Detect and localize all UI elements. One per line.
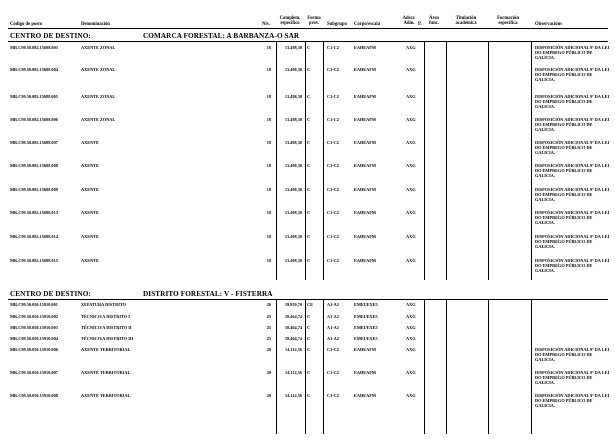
cell-obs: DISPOSICIÓN ADICIONAL 9ª DA LEI DO EMPREGO PÚBLICO DE GALICIA. [535, 94, 610, 109]
cell-subgrupo: C1-C2 [327, 347, 339, 352]
cell-subgrupo: C1-C2 [327, 94, 339, 99]
cell-nivel: 25 [266, 336, 271, 341]
cell-adm: AXG [406, 163, 416, 168]
cell-forma: C [307, 234, 311, 239]
cell-forma: C [307, 325, 311, 330]
column-line [424, 42, 425, 280]
cell-code: MR.C99.50.082.15688.007 [10, 140, 58, 145]
cell-comp: 13.498,30 [284, 163, 302, 168]
cell-forma: C [307, 187, 311, 192]
cell-nivel: 26 [266, 302, 271, 307]
cell-obs: DISPOSICIÓN ADICIONAL 9ª DA LEI DO EMPREGO PÚBLICO DE GALICIA. [535, 370, 610, 385]
cell-subgrupo: A1-A2 [327, 302, 339, 307]
cell-corpo: EMEI/EXE5 [354, 325, 378, 330]
header-denominacion: Denominación [81, 22, 110, 27]
cell-comp: 13.498,30 [284, 234, 302, 239]
cell-comp: 13.498,30 [284, 210, 302, 215]
cell-corpo: EAHEAFM [354, 187, 376, 192]
column-line [323, 42, 324, 280]
cell-denom: AXENTE [81, 140, 99, 145]
cell-subgrupo: C1-C2 [327, 117, 339, 122]
cell-subgrupo: C1-C2 [327, 163, 339, 168]
cell-corpo: EAHEAFM [354, 347, 376, 352]
cell-forma: C [307, 347, 311, 352]
cell-corpo: EAHEAFM [354, 258, 376, 263]
header-observacions: Observacións [535, 22, 563, 27]
cell-corpo: EMEI/EXE5 [354, 314, 378, 319]
cell-subgrupo: C1-C2 [327, 45, 339, 50]
cell-comp: 13.498,30 [284, 187, 302, 192]
cell-denom: AXENTE [81, 234, 99, 239]
cell-forma: C [307, 210, 311, 215]
cell-subgrupo: C1-C2 [327, 258, 339, 263]
header-rule [8, 28, 608, 29]
cell-nivel: 18 [266, 67, 271, 72]
section-rule [8, 41, 608, 42]
header-area-func: Área func. [428, 16, 440, 27]
cell-obs: DISPOSICIÓN ADICIONAL 9ª DA LEI DO EMPREGO PÚBLICO DE GALICIA. [535, 163, 610, 178]
cell-code: MR.C99.50.050.15910.006 [10, 347, 58, 352]
cell-code: MR.C99.50.050.15910.004 [10, 336, 58, 341]
cell-obs: DISPOSICIÓN ADICIONAL 9ª DA LEI DO EMPREGO PÚBLICO DE GALICIA. [535, 258, 610, 273]
column-line [276, 300, 277, 434]
cell-nivel: 18 [266, 258, 271, 263]
column-line [488, 300, 489, 434]
cell-forma: C [307, 140, 311, 145]
cell-adm: AXG [406, 325, 416, 330]
cell-comp: 14.112,56 [285, 393, 302, 398]
cell-comp: 14.112,56 [285, 347, 302, 352]
header-complemento: Complem. específico [279, 16, 301, 27]
cell-comp: 18.464,74 [284, 314, 302, 319]
cell-corpo: EMEI/EXE5 [354, 302, 378, 307]
cell-corpo: EAHEAFM [354, 234, 376, 239]
section-name: COMARCA FORESTAL: A BARBANZA-O SAR [143, 32, 300, 40]
cell-denom: TÉCNICO/A DISTRITO III [81, 336, 134, 341]
column-line [446, 42, 447, 280]
column-line [446, 300, 447, 434]
cell-obs: DISPOSICIÓN ADICIONAL 9ª DA LEI DO EMPREGO PÚBLICO DE GALICIA. [535, 67, 610, 82]
column-line [424, 300, 425, 434]
cell-comp: 13.498,30 [284, 94, 302, 99]
cell-forma: C [307, 163, 311, 168]
cell-adm: AXG [406, 210, 416, 215]
column-line [531, 300, 532, 434]
cell-code: MR.C99.50.050.15910.002 [10, 314, 58, 319]
cell-denom: AXENTE [81, 258, 99, 263]
cell-nivel: 20 [266, 347, 271, 352]
cell-comp: 13.498,30 [284, 67, 302, 72]
cell-forma: C [307, 117, 311, 122]
column-line [276, 42, 277, 280]
cell-corpo: EAHEAFM [354, 140, 376, 145]
cell-nivel: 18 [266, 210, 271, 215]
column-line [305, 42, 306, 280]
header-nivel: Nív. [262, 22, 270, 27]
cell-nivel: 20 [266, 370, 271, 375]
cell-denom: AXENTE [81, 163, 99, 168]
cell-denom: AXENTE ZONAL [81, 117, 116, 122]
cell-nivel: 18 [266, 140, 271, 145]
cell-denom: AXENTE TERRITORIAL [81, 393, 131, 398]
header-codigo: Código de posto [10, 22, 43, 27]
cell-denom: AXENTE [81, 210, 99, 215]
cell-forma: C [307, 67, 311, 72]
cell-adm: AXG [406, 314, 416, 319]
cell-comp: 18.464,74 [284, 325, 302, 330]
cell-subgrupo: C1-C2 [327, 187, 339, 192]
cell-forma: C [307, 45, 311, 50]
section-label: CENTRO DE DESTINO: [10, 290, 91, 298]
cell-nivel: 18 [266, 45, 271, 50]
cell-subgrupo: C1-C2 [327, 393, 339, 398]
cell-code: MR.C99.50.082.15688.014 [10, 234, 58, 239]
cell-nivel: 18 [266, 234, 271, 239]
cell-denom: AXENTE TERRITORIAL [81, 347, 131, 352]
cell-obs: DISPOSICIÓN ADICIONAL 9ª DA LEI DO EMPREGO PÚBLICO DE GALICIA. [535, 117, 610, 132]
cell-denom: AXENTE ZONAL [81, 94, 116, 99]
header-titulacion: Titulación académica [455, 16, 477, 27]
cell-denom: AXENTE ZONAL [81, 67, 116, 72]
header-subgrupo: Subgrupo [327, 22, 347, 27]
header-adscr-adm: Adscr. Adm. [402, 16, 416, 27]
cell-adm: AXG [406, 370, 416, 375]
cell-nivel: 18 [266, 94, 271, 99]
header-adscr-p: P. [418, 22, 422, 27]
cell-code: MR.C99.50.050.15910.008 [10, 393, 58, 398]
cell-adm: AXG [406, 336, 416, 341]
cell-comp: 13.498,30 [284, 258, 302, 263]
cell-adm: AXG [406, 258, 416, 263]
cell-corpo: EAHEAFM [354, 370, 376, 375]
header-corpo-escala: Corpo/escala [354, 22, 381, 27]
cell-code: MR.C99.50.050.15910.003 [10, 325, 58, 330]
cell-forma: C [307, 94, 311, 99]
cell-adm: AXG [406, 140, 416, 145]
cell-code: MR.C99.50.082.15688.003 [10, 45, 58, 50]
cell-subgrupo: C1-C2 [327, 234, 339, 239]
cell-adm: AXG [406, 45, 416, 50]
section-rule [8, 299, 608, 300]
cell-forma: CE [307, 302, 313, 307]
cell-forma: C [307, 314, 311, 319]
cell-corpo: EAHEAFM [354, 117, 376, 122]
cell-nivel: 18 [266, 117, 271, 122]
header-formacion: Formación específica [497, 16, 519, 27]
cell-code: MR.C99.50.050.15910.007 [10, 370, 58, 375]
section-label: CENTRO DE DESTINO: [10, 32, 91, 40]
cell-denom: AXENTE ZONAL [81, 45, 116, 50]
cell-subgrupo: A1-A2 [327, 314, 339, 319]
cell-code: MR.C99.50.082.15688.008 [10, 163, 58, 168]
cell-adm: AXG [406, 393, 416, 398]
cell-adm: AXG [406, 94, 416, 99]
cell-subgrupo: C1-C2 [327, 67, 339, 72]
cell-forma: C [307, 370, 311, 375]
column-line [323, 300, 324, 434]
cell-forma: C [307, 336, 311, 341]
cell-obs: DISPOSICIÓN ADICIONAL 9ª DA LEI DO EMPREGO PÚBLICO DE GALICIA. [535, 347, 610, 362]
cell-obs: DISPOSICIÓN ADICIONAL 9ª DA LEI DO EMPREGO PÚBLICO DE GALICIA. [535, 140, 610, 155]
cell-code: MR.C99.50.082.15688.015 [10, 258, 58, 263]
cell-subgrupo: A1-A2 [327, 325, 339, 330]
cell-comp: 13.498,30 [284, 45, 302, 50]
cell-subgrupo: A1-A2 [327, 336, 339, 341]
cell-forma: C [307, 393, 311, 398]
cell-corpo: EMEI/EXE5 [354, 336, 378, 341]
cell-nivel: 18 [266, 163, 271, 168]
cell-adm: AXG [406, 347, 416, 352]
cell-nivel: 25 [266, 314, 271, 319]
header-forma-prov: Forma prov. [307, 16, 321, 27]
cell-adm: AXG [406, 302, 416, 307]
cell-code: MR.C99.50.050.15910.001 [10, 302, 58, 307]
section-name: DISTRITO FORESTAL: V - FISTERRA [143, 290, 273, 298]
cell-obs: DISPOSICIÓN ADICIONAL 9ª DA LEI DO EMPREGO PÚBLICO DE GALICIA. [535, 210, 610, 225]
cell-denom: AXENTE [81, 187, 99, 192]
cell-nivel: 25 [266, 325, 271, 330]
cell-comp: 14.112,56 [285, 370, 302, 375]
cell-forma: C [307, 258, 311, 263]
cell-nivel: 20 [266, 393, 271, 398]
cell-adm: AXG [406, 187, 416, 192]
cell-obs: DISPOSICIÓN ADICIONAL 9ª DA LEI DO EMPREGO PÚBLICO DE GALICIA. [535, 45, 610, 60]
cell-comp: 18.464,74 [284, 336, 302, 341]
column-line [488, 42, 489, 280]
cell-subgrupo: C1-C2 [327, 210, 339, 215]
cell-comp: 19.959,70 [284, 302, 302, 307]
column-line [305, 300, 306, 434]
column-line [531, 42, 532, 280]
cell-obs: DISPOSICIÓN ADICIONAL 9ª DA LEI DO EMPREGO PÚBLICO DE GALICIA. [535, 393, 610, 408]
cell-denom: TÉCNICO/A DISTRITO II [81, 325, 132, 330]
cell-subgrupo: C1-C2 [327, 370, 339, 375]
cell-adm: AXG [406, 234, 416, 239]
cell-code: MR.C99.50.082.15688.009 [10, 187, 58, 192]
cell-adm: AXG [406, 117, 416, 122]
cell-denom: AXENTE TERRITORIAL [81, 370, 131, 375]
cell-code: MR.C99.50.082.15688.004 [10, 67, 58, 72]
cell-obs: DISPOSICIÓN ADICIONAL 9ª DA LEI DO EMPREGO PÚBLICO DE GALICIA. [535, 234, 610, 249]
cell-code: MR.C99.50.082.15688.006 [10, 117, 58, 122]
cell-corpo: EAHEAFM [354, 393, 376, 398]
cell-corpo: EAHEAFM [354, 94, 376, 99]
cell-comp: 13.498,30 [284, 117, 302, 122]
cell-subgrupo: C1-C2 [327, 140, 339, 145]
cell-corpo: EAHEAFM [354, 210, 376, 215]
cell-denom: TÉCNICO/A DISTRITO I [81, 314, 130, 319]
cell-denom: XEFATURA DISTRITO [81, 302, 127, 307]
cell-comp: 13.498,30 [284, 140, 302, 145]
cell-code: MR.C99.50.082.15688.013 [10, 210, 58, 215]
cell-corpo: EAHEAFM [354, 67, 376, 72]
cell-adm: AXG [406, 67, 416, 72]
cell-corpo: EAHEAFM [354, 163, 376, 168]
cell-code: MR.C99.50.082.15688.005 [10, 94, 58, 99]
cell-corpo: EAHEAFM [354, 45, 376, 50]
cell-obs: DISPOSICIÓN ADICIONAL 9ª DA LEI DO EMPREGO PÚBLICO DE GALICIA. [535, 187, 610, 202]
cell-nivel: 18 [266, 187, 271, 192]
